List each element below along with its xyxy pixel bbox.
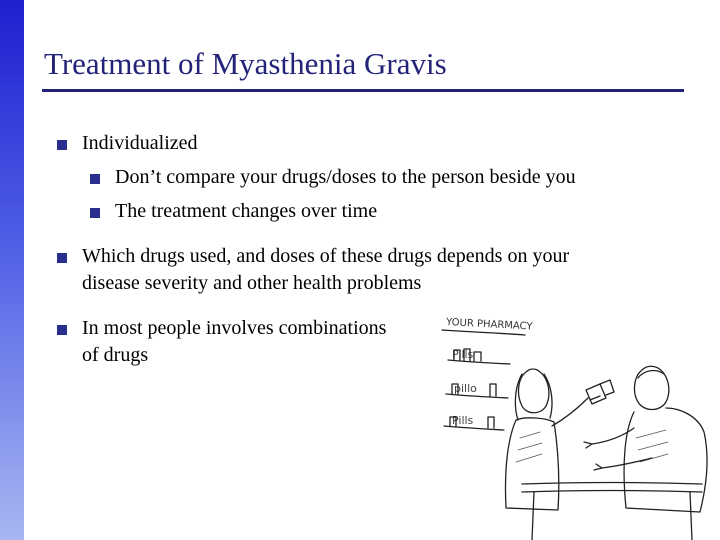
pharmacy-sign-text: YOUR PHARMACY bbox=[445, 317, 533, 333]
bullet-marker bbox=[57, 325, 67, 335]
shelf-bottle-label-1: Pills bbox=[452, 348, 474, 361]
bullet-marker bbox=[57, 140, 67, 150]
bullet-combinations-line-1: In most people involves combinations bbox=[82, 317, 387, 339]
bullet-which-drugs-line-2: disease severity and other health problems bbox=[82, 272, 422, 294]
sidebar-accent-bar bbox=[0, 0, 24, 540]
bullet-marker bbox=[57, 253, 67, 263]
shelf-bottle-label-2: pillo bbox=[454, 382, 477, 395]
pharmacy-cartoon-illustration bbox=[430, 308, 720, 540]
bullet-which-drugs-line-1: Which drugs used, and doses of these drugs depends on your bbox=[82, 245, 570, 267]
sub-bullet-compare: Don’t compare your drugs/doses to the person beside you bbox=[115, 166, 576, 188]
title-underline bbox=[42, 89, 684, 92]
sub-bullet-marker bbox=[90, 208, 100, 218]
shelf-bottle-label-3: Pills bbox=[452, 414, 474, 427]
bullet-combinations-line-2: of drugs bbox=[82, 344, 149, 366]
sub-bullet-marker bbox=[90, 174, 100, 184]
slide-title: Treatment of Myasthenia Gravis bbox=[44, 46, 447, 81]
bullet-individualized: Individualized bbox=[82, 132, 198, 154]
sub-bullet-changes: The treatment changes over time bbox=[115, 200, 378, 222]
